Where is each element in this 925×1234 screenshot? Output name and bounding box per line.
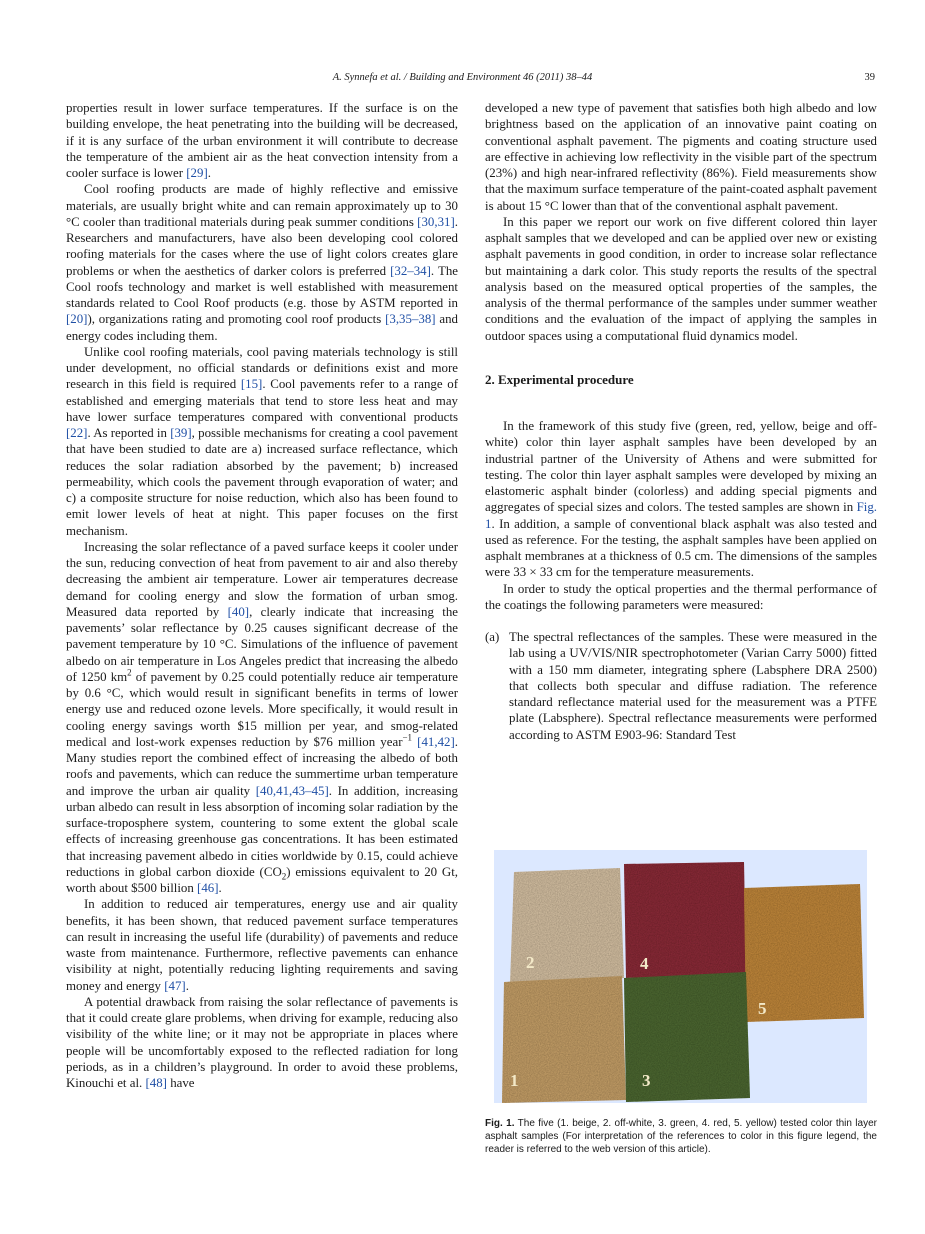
- journal-citation: A. Synnefa et al. / Building and Environment 46 (2011) 38–44: [332, 72, 593, 83]
- paragraph: In the framework of this study five (green, red, yellow, beige and off-white) color thin layer asphalt samples have been developed by an industrial partner of the University of Athens and were submitted for testing. The color thin layer asphalt samples were developed by mixing an elastomeric asphalt binder (colorless) and adding special pigments and aggregates of special sizes and colors. The tested samples are shown in Fig. 1. In addition, a sample of conventional black asphalt was also tested and used as reference. For the testing, the asphalt samples have been applied on asphalt membranes at a thickness of 0.5 cm. The dimensions of the samples were 33 × 33 cm for the temperature measurements.: [485, 419, 877, 580]
- citation-link[interactable]: [47]: [164, 978, 186, 993]
- paragraph: In this paper we report our work on five different colored thin layer asphalt samples that we developed and can be applied over new or existing asphalt pavements in good condition, in order to increase solar reflectance but maintaining a dark color. This study reports the results of the spectral analysis based on the measured optical properties of the samples, the analysis of the thermal performance of the samples under summer weather conditions and the evaluation of the impact of applying the samples in outdoor spaces using a computational fluid dynamics model.: [485, 214, 877, 343]
- sample-label-4: 4: [640, 954, 649, 973]
- list-text: The spectral reflectances of the samples. These were measured in the lab using a UV/VIS/NIR spectrophotometer (Varian Carry 5000) fitted with a 150 mm diameter, integrating sphere (Labsphere DRA 2500) that collects both specular and diffuse radiation. The reference standard reflectance material used for the measurement was a PTFE plate (Labsphere). Spectral reflectance measurements were performed according to ASTM E903-96: Standard Test: [509, 630, 877, 742]
- citation-link[interactable]: [40]: [227, 604, 250, 619]
- figure-1-photo: [494, 850, 867, 1103]
- page-number: 39: [864, 72, 875, 83]
- sample-1-beige: [502, 976, 626, 1103]
- sample-label-5: 5: [758, 999, 767, 1018]
- paragraph: Unlike cool roofing materials, cool paving materials technology is still under development, no official standards or definitions exist and more research in this field is required [15]. Cool pavements refer to a range of established and emerging materials that tend to store less heat and may have lower surface temperatures compared with conventional products [22]. As reported in [39], possible mechanisms for creating a cool pavement that have been studied to date are a) increased surface reflectance, which reduces the solar radiation absorbed by the pavement; b) increased permeability, which cools the pavement through evaporation of water; and c) a composite structure for noise reduction, which also has been found to emit lower levels of heat at night. This paper focuses on the first mechanism.: [66, 344, 458, 538]
- figure-caption: Fig. 1. The five (1. beige, 2. off-white, 3. green, 4. red, 5. yellow) tested color thin layer asphalt samples (For interpretation of the references to color in this figure legend, the reader is referred to the web version of this article).: [485, 1118, 877, 1156]
- citation-link[interactable]: [15]: [240, 377, 263, 392]
- sample-label-1: 1: [510, 1071, 519, 1090]
- citation-link[interactable]: [3,35–38]: [385, 312, 436, 327]
- paragraph: A potential drawback from raising the solar reflectance of pavements is that it could create glare problems, when driving for example, reducing also visibility of the white line; or it may not be appropriate in places where people will be uncomfortably exposed to the reflected radiation for long periods, as in a children’s playground. In order to avoid these problems, Kinouchi et al. [48] have: [66, 994, 458, 1090]
- paragraph: Cool roofing products are made of highly reflective and emissive materials, are usually bright white and can remain approximately up to 30 °C cooler than traditional materials during peak summer conditions [30,31]. Researchers and manufacturers, have also been developing cool colored roofing materials for the cases where the use of light colors creates glare problems or when the aesthetics of darker colors is preferred [32–34]. The Cool roofs technology and market is well established with measurement standards related to Cool Roof products (e.g. those by ASTM reported in [20]), organizations rating and promoting cool roof products [3,35–38] and energy codes including them.: [66, 182, 458, 343]
- paragraph: properties result in lower surface temperatures. If the surface is on the building envelope, the heat penetrating into the building will be decreased, if it is any surface of the urban environment it will contribute to decrease the temperature of the ambient air as the heat convection intensity from a cooler surface is lower [29].: [66, 101, 458, 180]
- right-column: [485, 100, 877, 743]
- citation-link[interactable]: [39]: [170, 426, 192, 440]
- list-item: [485, 629, 877, 743]
- citation-link[interactable]: [41,42]: [417, 734, 455, 749]
- left-column: [66, 100, 458, 1091]
- figure-link[interactable]: Fig. 1: [485, 500, 877, 531]
- sample-label-3: 3: [642, 1071, 651, 1090]
- citation-link[interactable]: [22]: [66, 426, 88, 440]
- citation-link[interactable]: [30,31]: [417, 214, 455, 229]
- citation-link[interactable]: [46]: [197, 881, 219, 895]
- paragraph: In addition to reduced air temperatures, energy use and air quality benefits, it has been shown, that reduced pavement surface temperatures can result in increasing the useful life (durability) of pavements and reduce waste from maintenance. Furthermore, reflective pavements can enhance visibility at night, potentially reducing lighting requirements and saving money and energy [47].: [66, 897, 458, 993]
- section-heading: 2. Experimental procedure: [485, 371, 634, 387]
- citation-link[interactable]: [48]: [145, 1076, 167, 1090]
- citation-link[interactable]: [32–34]: [390, 263, 431, 278]
- citation-link[interactable]: [20]: [66, 312, 88, 327]
- citation-link[interactable]: [40,41,43–45]: [255, 783, 329, 798]
- citation-link[interactable]: [29]: [186, 166, 208, 180]
- sample-label-2: 2: [526, 953, 535, 972]
- paragraph: developed a new type of pavement that satisfies both high albedo and low brightness based on the application of an innovative paint coating on conventional asphalt pavement. The pigments and coating structure used are effective in achieving low reflectivity in the visible part of the spectrum (23%) and high near-infrared reflectivity (86%). Field measurements show that the maximum surface temperature of the paint-coated asphalt pavement is about 15 °C lower than that of the conventional asphalt pavement.: [485, 101, 877, 213]
- figure-label: Fig. 1.: [485, 1118, 515, 1129]
- paragraph: In order to study the optical properties and the thermal performance of the coatings the following parameters were measured:: [485, 581, 877, 612]
- list-label: (a): [485, 630, 500, 644]
- paragraph: Increasing the solar reflectance of a paved surface keeps it cooler under the sun, reducing convection of heat from pavement to air and also thereby decreasing the ambient air temperature. Lower air temperatures decrease demand for cooling energy and slow the formation of urban smog. Measured data reported by [40], clearly indicate that increasing the pavements’ solar reflectance by 0.25 causes significant decrease of the pavement temperature by 10 °C. Simulations of the influence of pavement albedo on air temperature in Los Angeles predict that increasing the albedo of 1250 $km^2$ of pavement by 0.25 could potentially reduce air temperature by 0.6 °C, which would result in significant benefits in terms of lower energy use and reduced ozone levels. More specifically, it would result in cooling energy savings worth $15 million per year, and smog-related medical and lost-work expenses reduction by $76 million year$^{-1}$ [41,42]. Many studies report the combined effect of increasing the albedo of both roofs and pavements, which can reduce the summertime urban temperature and improve the urban air quality [40,41,43–45]. In addition, increasing urban albedo can result in less absorption of incoming solar radiation by the surface-troposphere system, countering to some extent the global scale effects of increasing greenhouse gas concentrations. It has been estimated that increasing pavement albedo in cities worldwide by 0.15, could achieve reductions in global carbon dioxide $(CO_2)$ emissions equivalent to 20 Gt, worth about $500 billion [46].: [66, 539, 459, 895]
